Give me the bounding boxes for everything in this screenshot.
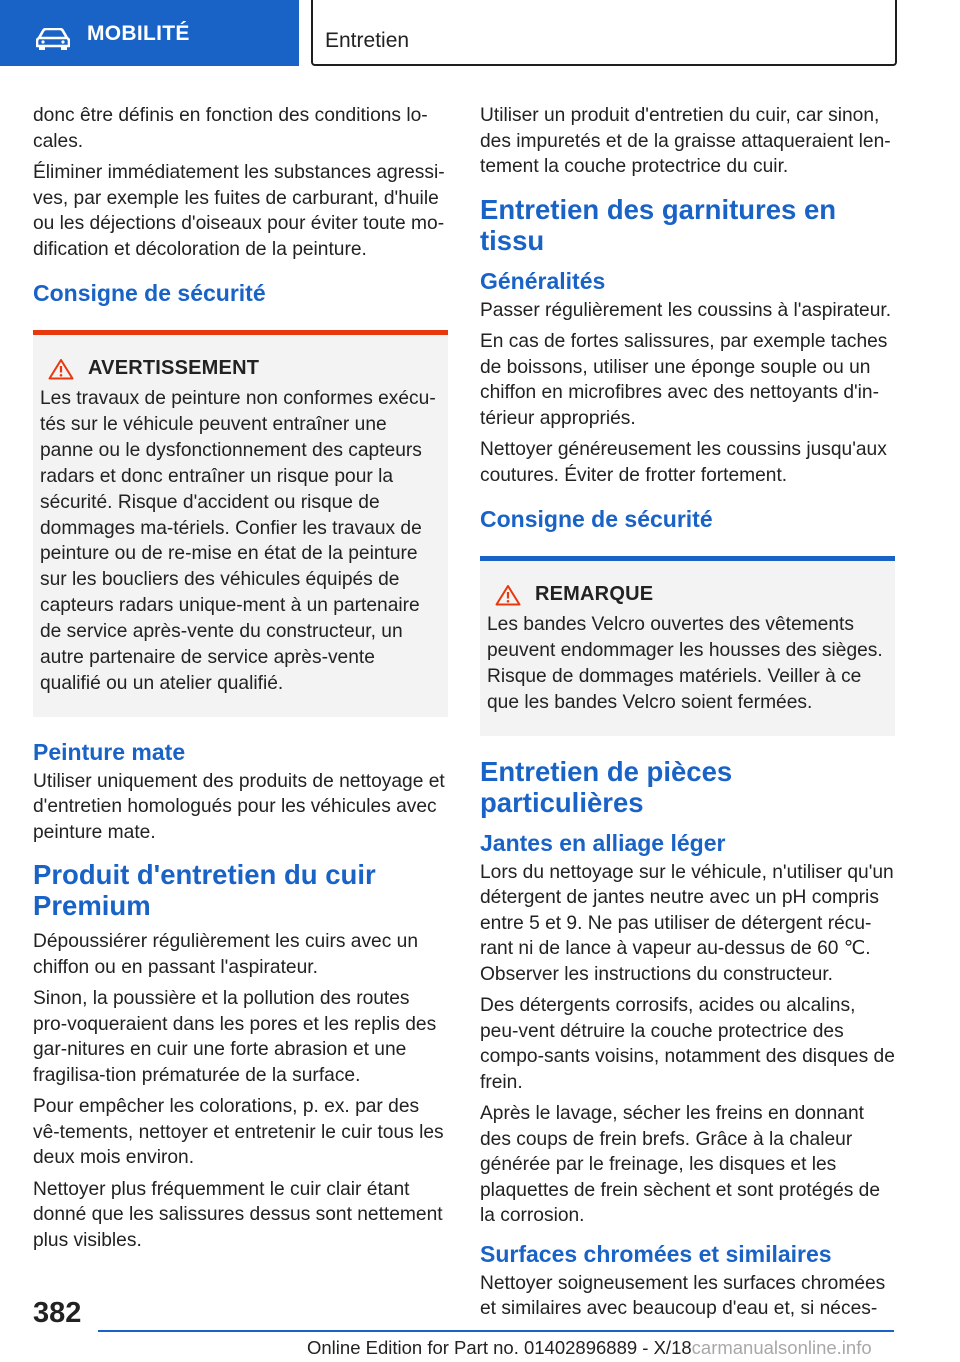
footer-divider bbox=[98, 1330, 894, 1332]
heading-consigne-securite: Consigne de sécurité bbox=[480, 506, 713, 532]
paragraph: Nettoyer généreusement les coussins jusqu'aux coutures. Éviter de frotter fortement. bbox=[480, 439, 887, 486]
footer-edition bbox=[307, 1337, 872, 1359]
paragraph: Utiliser un produit d'entretien du cuir, car sinon, des impuretés et de la graisse attaqueraient len-tement la couche protectrice du cuir. bbox=[480, 105, 891, 177]
page-number: 382 bbox=[33, 1297, 82, 1329]
paragraph: Utiliser uniquement des produits de nettoyage et d'entretien homologués pour les véhicules avec peinture mate. bbox=[33, 770, 445, 843]
warning-box bbox=[33, 330, 448, 717]
right-column bbox=[480, 103, 895, 1328]
heading-produit-cuir: Produit d'entretien du cuir Premium bbox=[33, 859, 376, 922]
left-column bbox=[33, 103, 448, 1259]
chapter-tab bbox=[311, 0, 897, 66]
paragraph: Passer régulièrement les coussins à l'aspirateur. bbox=[480, 299, 892, 321]
paragraph: Pour empêcher les colorations, p. ex. par des vê-tements, nettoyer et entretenir le cuir tous les deux mois environ. bbox=[33, 1096, 444, 1169]
warning-triangle-icon bbox=[48, 358, 74, 380]
paragraph: Après le lavage, sécher les freins en donnant des coups de frein brefs. Grâce à la chaleur générée par le freinage, les disques et les plaquettes de frein sèchent et sont protégés de la corrosion. bbox=[480, 1103, 881, 1227]
paragraph: Dépoussiérer régulièrement les cuirs avec un chiffon ou en passant l'aspirateur. bbox=[33, 931, 418, 978]
heading-peinture-mate: Peinture mate bbox=[33, 738, 186, 765]
chapter-label: Entretien bbox=[325, 29, 410, 52]
heading-surfaces-chromees: Surfaces chromées et similaires bbox=[480, 1240, 832, 1267]
paragraph: Sinon, la poussière et la pollution des routes pro-voqueraient dans les pores et les replis des gar-nitures en cuir une forte abrasion et une fragilisa-tion prématurée de la surface. bbox=[33, 988, 437, 1086]
warning-title: AVERTISSEMENT bbox=[88, 357, 260, 379]
heading-jantes: Jantes en alliage léger bbox=[480, 829, 726, 856]
paragraph: Éliminer immédiatement les substances agressi-ves, par exemple les fuites de carburant, d'huile ou les déjections d'oiseaux pour éviter toute mo-dification et décoloration de la peinture. bbox=[33, 162, 445, 260]
note-text: Les bandes Velcro ouvertes des vêtements peuvent endommager les housses des sièges. Risque de dommages matériels. Veiller à ce que les bandes Velcro soient fermées. bbox=[487, 614, 883, 713]
paragraph: Nettoyer plus fréquemment le cuir clair étant donné que les salissures dessus sont nettement plus visibles. bbox=[33, 1178, 443, 1251]
heading-generalites: Généralités bbox=[480, 267, 606, 294]
section-tab-mobilite[interactable] bbox=[0, 0, 299, 66]
page-header bbox=[0, 0, 960, 66]
section-label: MOBILITÉ bbox=[87, 22, 190, 45]
heading-entretien-tissu: Entretien des garnitures en tissu bbox=[480, 193, 837, 256]
paragraph: donc être définis en fonction des conditions lo-cales. bbox=[33, 105, 428, 152]
note-box bbox=[480, 556, 895, 736]
warning-triangle-icon bbox=[495, 584, 521, 606]
edition-text: Online Edition for Part no. 01402896889 - X/18 bbox=[307, 1337, 692, 1358]
paragraph: Nettoyer soigneusement les surfaces chromées et similaires avec beaucoup d'eau et, si néces- bbox=[480, 1272, 886, 1320]
paragraph: Des détergents corrosifs, acides ou alcalins, peu-vent détruire la couche protectrice des compo-sants voisins, notamment des disques de frein. bbox=[480, 995, 895, 1093]
heading-consigne-securite: Consigne de sécurité bbox=[33, 280, 266, 306]
watermark: carmanualsonline.info bbox=[691, 1337, 872, 1358]
note-title: REMARQUE bbox=[535, 583, 654, 605]
paragraph: En cas de fortes salissures, par exemple taches de boissons, utiliser une éponge souple ou un chiffon en microfibres avec des nettoyants d'in-térieur appropriés. bbox=[480, 331, 888, 429]
heading-pieces-particulieres: Entretien de pièces particulières bbox=[480, 755, 733, 818]
car-icon bbox=[36, 28, 70, 50]
paragraph: Lors du nettoyage sur le véhicule, n'utiliser qu'un détergent de jantes neutre avec un pH compris entre 5 et 9. Ne pas utiliser de détergent récu-rant ni de lance à vapeur au-dessus de 60 ℃. Observer les instructions du constructeur. bbox=[480, 861, 894, 985]
warning-text: Les travaux de peinture non conformes exécu-tés sur le véhicule peuvent entraîner une panne ou le dysfonctionnement des capteurs radars et donc entraîner un risque pour la sécurité. Risque d'accident ou risque de dommages ma-tériels. Confier les travaux de peinture ou de re-mise en état de la peinture sur les boucliers des véhicules équipés de capteurs radars unique-ment à un partenaire de service après-vente du constructeur, un autre partenaire de service après-vente qualifié ou un atelier qualifié. bbox=[40, 388, 436, 694]
